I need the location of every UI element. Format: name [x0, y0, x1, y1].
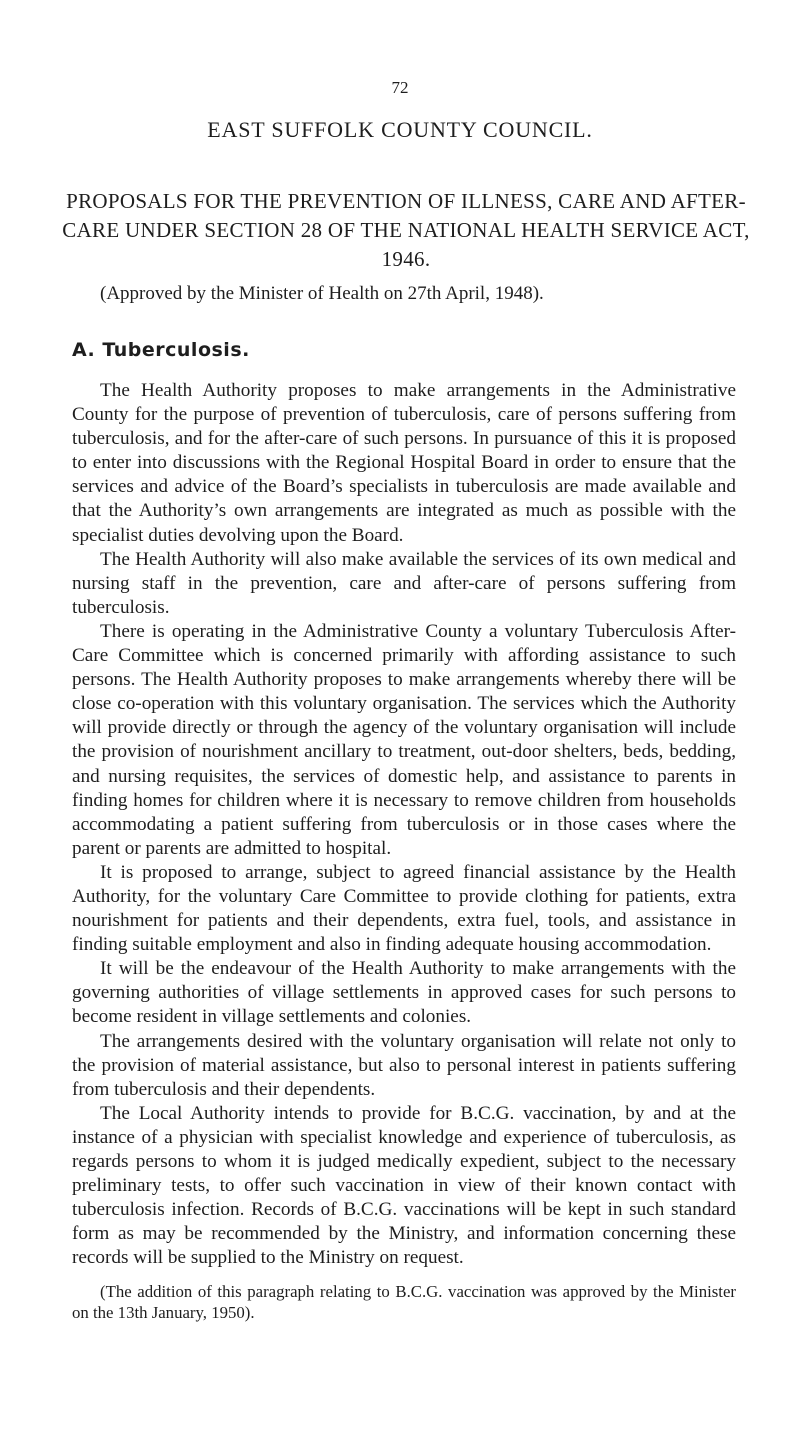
- paragraph: The Health Authority will also make available the services of its own medical and nursing staff in the prevention, care and after-care of persons suffering from tuberculosis.: [72, 548, 736, 618]
- section-heading: A. Tuberculosis.: [72, 339, 250, 361]
- council-heading: EAST SUFFOLK COUNTY COUNCIL.: [207, 117, 593, 142]
- page-number: 72: [391, 78, 409, 97]
- paragraph: There is operating in the Administrative County a voluntary Tuberculosis After-Care Committee which is concerned primarily with affording assistance to such persons. The Health Authority proposes to make arrangements whereby there will be close co-operation with this voluntary organisation. The services which the Authority will provide directly or through the agency of the voluntary organisation will include the provision of nourishment ancillary to treatment, out-door shelters, beds, bedding, and nursing requisites, the services of domestic help, and assistance to parents in finding homes for children where it is necessary to remove children from households accommodating a patient suffering from tuberculosis or in those cases where the parent or parents are admitted to hospital.: [72, 620, 736, 859]
- document-title: PROPOSALS FOR THE PREVENTION OF ILLNESS, CARE AND AFTER-CARE UNDER SECTION 28 OF THE NATIONAL HEALTH SERVICE ACT, 1946.: [62, 189, 750, 271]
- section-body: [72, 379, 736, 1270]
- approval-note: (Approved by the Minister of Health on 27th April, 1948).: [100, 283, 544, 304]
- paragraph: It will be the endeavour of the Health Authority to make arrangements with the governing authorities of village settlements in approved cases for such persons to become resident in village settlements and colonies.: [72, 958, 736, 1028]
- paragraph: The Local Authority intends to provide for B.C.G. vaccination, by and at the instance of a physician with specialist knowledge and experience of tuberculosis, as regards persons to whom it is judged medically expedient, subject to the necessary preliminary tests, to offer such vaccination in view of their known contact with tuberculosis infection. Records of B.C.G. vaccinations will be kept in such standard form as may be recommended by the Ministry, and information concerning these records will be supplied to the Ministry on request.: [72, 1102, 736, 1269]
- amendment-note: (The addition of this paragraph relating to B.C.G. vaccination was approved by the Minister on the 13th January, 1950).: [72, 1282, 736, 1322]
- paragraph: It is proposed to arrange, subject to agreed financial assistance by the Health Authority, for the voluntary Care Committee to provide clothing for patients, extra nourishment for patients and their dependents, extra fuel, tools, and assistance in finding suitable employment and also in finding adequate housing accommodation.: [72, 861, 736, 956]
- paragraph: The Health Authority proposes to make arrangements in the Administrative County for the purpose of prevention of tuberculosis, care of persons suffering from tuberculosis, and for the after-care of such persons. In pursuance of this it is proposed to enter into discussions with the Regional Hospital Board in order to ensure that the services and advice of the Board’s specialists in tuberculosis are made available and that the Authority’s own arrangements are integrated as much as possible with the specialist duties devolving upon the Board.: [72, 380, 736, 546]
- paragraph: The arrangements desired with the voluntary organisation will relate not only to the provision of material assistance, but also to personal interest in patients suffering from tuberculosis and their dependents.: [72, 1030, 736, 1100]
